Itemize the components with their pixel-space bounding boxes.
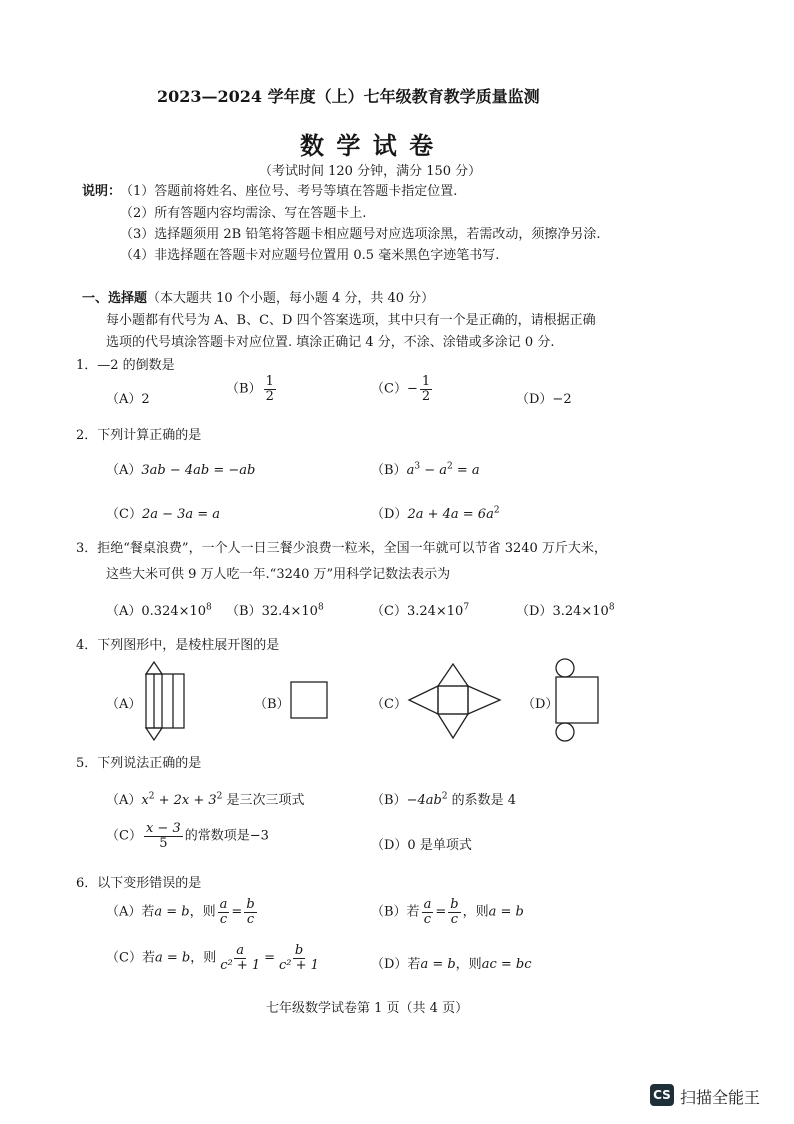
section-title: 一、选择题 — [82, 291, 148, 306]
numerator: 1 — [265, 374, 274, 389]
option-label: （D） — [516, 604, 553, 619]
q1-option-b — [226, 375, 278, 403]
exponent: 8 — [317, 602, 324, 613]
q3-stem: 3．拒绝“餐桌浪费”，一个人一日三餐少浪费一粒米，全国一年就可以节省 3240 万斤大米， — [76, 541, 607, 556]
q6-option-b: （B）若 $\frac{a}{c}$ = $\frac{b}{c}$ ，则a = b — [371, 897, 524, 927]
option-label: （C）− — [371, 381, 418, 397]
q1-option-c — [371, 375, 434, 403]
numerator: b — [450, 897, 459, 912]
q1-option-d: （D）−2 — [516, 392, 572, 407]
option-text: ，则 — [189, 904, 216, 920]
q4-option-a-label: （A） — [106, 697, 142, 712]
exponent: 2 — [216, 791, 223, 802]
q3-stem-cont: 这些大米可供 9 万人吃一年.“3240 万”用科学记数法表示为 — [106, 567, 451, 582]
expression: 2a − 3a = a — [141, 507, 221, 522]
denominator: c — [246, 911, 255, 927]
expression: a = b — [154, 950, 191, 966]
expression: a = b — [488, 904, 524, 920]
q5-option-a — [106, 789, 305, 808]
option-label: （B） — [226, 381, 262, 397]
exponent: 8 — [608, 602, 615, 613]
fraction — [218, 898, 230, 926]
section-instruction: 每小题都有代号为 A、B、C、D 四个答案选项，其中只有一个是正确的，请根据正确 — [106, 313, 596, 328]
time-info: （考试时间 120 分钟，满分 150 分） — [259, 164, 482, 179]
q5-option-d: （D）0 是单项式 — [371, 838, 472, 853]
q3-option-c — [371, 600, 469, 619]
option-label: （B） — [371, 793, 407, 808]
note-item: （4）非选择题在答题卡对应题号位置用 0.5 毫米黑色字迹笔书写. — [120, 248, 500, 263]
q2-option-c — [106, 503, 220, 522]
q4-option-b-label: （B） — [254, 697, 290, 712]
expression: = a — [452, 463, 480, 478]
fraction — [218, 944, 262, 972]
exponent: 3 — [414, 461, 421, 472]
expression: 3.24×10 — [406, 604, 464, 619]
expression: 2a + 4a = 6a — [407, 507, 494, 522]
option-label: （A） — [106, 793, 142, 808]
numerator: a — [423, 897, 432, 912]
exponent: 8 — [206, 602, 212, 613]
denominator: c² + 1 — [279, 957, 319, 973]
q1-stem: 1．—2 的倒数是 — [76, 358, 175, 373]
option-label: （D）若 — [371, 957, 421, 972]
q1-option-a: （A）2 — [106, 392, 150, 407]
option-label: （A）若 — [106, 904, 155, 920]
fraction — [144, 822, 183, 850]
expression: −4ab — [406, 793, 442, 808]
q5-option-c — [106, 822, 269, 850]
section-heading — [82, 287, 434, 306]
section-instruction: 选项的代号填涂答题卡对应位置. 填涂正确记 4 分，不涂、涂错或多涂记 0 分. — [106, 335, 555, 350]
exponent: 2 — [493, 505, 500, 516]
q3-option-d — [516, 600, 615, 619]
q6-option-d — [371, 953, 531, 972]
q5-option-b — [371, 789, 516, 808]
numerator: b — [246, 897, 255, 912]
page-footer: 七年级数学试卷第 1 页（共 4 页） — [266, 1001, 469, 1016]
fraction — [264, 375, 276, 403]
q2-option-a — [106, 459, 255, 478]
q4-option-c-label: （C） — [371, 697, 407, 712]
q6-option-a: （A）若a = b，则 $\frac{a}{c}$ = $\frac{b}{c}$ — [106, 897, 255, 927]
numerator: b — [294, 943, 304, 958]
q3-option-b — [226, 600, 324, 619]
exponent: 7 — [463, 602, 470, 613]
denominator: c — [219, 911, 228, 927]
exponent: 2 — [148, 791, 155, 802]
denominator: c — [450, 911, 459, 927]
expression: a = b — [420, 957, 456, 972]
pyramid-net-figure-c — [406, 662, 506, 742]
fraction — [448, 898, 460, 926]
q6-option-c: （C）若a = b，则 $\frac{a}{\text{c² + 1}}$ = $\frac{b}{\text{c² + 1}}$ — [106, 943, 319, 973]
exponent: 2 — [441, 791, 448, 802]
square-figure-b — [290, 681, 330, 721]
note-item: （1）答题前将姓名、座位号、考号等填在答题卡指定位置. — [120, 184, 458, 199]
expression: x — [141, 793, 149, 808]
denominator: 2 — [421, 388, 431, 404]
fraction — [420, 375, 432, 403]
exam-title: 2023—2024 学年度（上）七年级教育教学质量监测 — [157, 87, 540, 106]
subject-title: 数 学 试 卷 — [300, 131, 436, 160]
q3-option-a — [106, 600, 212, 619]
expression: 0.324×10 — [141, 604, 207, 619]
denominator: 5 — [159, 835, 168, 851]
option-text: 的常数项是−3 — [184, 828, 269, 844]
option-text: 的系数是 4 — [447, 793, 517, 808]
note-item: （3）选择题须用 2B 铅笔将答题卡相应题号对应选项涂黑，若需改动，须擦净另涂. — [120, 227, 601, 242]
expression: − a — [420, 463, 447, 478]
option-text: 是三次三项式 — [222, 793, 305, 808]
numerator: 1 — [421, 374, 431, 389]
note-item: （2）所有答题内容均需涂、写在答题卡上. — [120, 206, 367, 221]
option-label: （A） — [106, 463, 142, 478]
option-text: ，则 — [190, 950, 217, 966]
section-info: （本大题共 10 个小题，每小题 4 分，共 40 分） — [147, 291, 435, 306]
fraction — [277, 944, 321, 972]
q6-stem: 6．以下变形错误的是 — [76, 876, 202, 891]
q2-option-d — [371, 503, 500, 522]
numerator: x − 3 — [145, 821, 181, 836]
expression: ac = bc — [481, 957, 532, 972]
q4-option-d-label: （D） — [522, 697, 559, 712]
denominator: c — [423, 911, 432, 927]
scanner-logo-icon: CS — [650, 1084, 674, 1106]
expression: a = b — [154, 904, 190, 920]
option-label: （D） — [371, 507, 408, 522]
denominator: 2 — [265, 388, 274, 404]
option-label: （C）若 — [106, 950, 155, 966]
option-label: （C） — [106, 828, 142, 844]
option-text: ，则 — [455, 957, 482, 972]
expression: 3.24×10 — [552, 604, 609, 619]
cylinder-net-figure-d — [552, 657, 602, 743]
numerator: a — [219, 897, 228, 912]
prism-net-figure-a — [140, 660, 188, 742]
scanner-app-name: 扫描全能王 — [680, 1088, 761, 1107]
exponent: 2 — [446, 461, 453, 472]
option-label: （A） — [106, 604, 142, 619]
option-label: （C） — [371, 604, 407, 619]
numerator: a — [236, 943, 245, 958]
denominator: c² + 1 — [220, 957, 261, 973]
q5-stem: 5．下列说法正确的是 — [76, 756, 202, 771]
fraction — [244, 898, 256, 926]
option-label: （B） — [371, 463, 407, 478]
option-label: （B）若 — [371, 904, 420, 920]
option-text: ，则 — [462, 904, 489, 920]
expression: a — [406, 463, 415, 478]
option-label: （C） — [106, 507, 142, 522]
option-label: （B） — [226, 604, 262, 619]
expression: 32.4×10 — [261, 604, 318, 619]
expression: + 2x + 3 — [154, 793, 217, 808]
notes-label: 说明： — [82, 184, 122, 199]
q2-stem: 2．下列计算正确的是 — [76, 428, 202, 443]
fraction — [422, 898, 434, 926]
q4-stem: 4．下列图形中，是棱柱展开图的是 — [76, 638, 280, 653]
expression: 3ab − 4ab = −ab — [141, 463, 256, 478]
q2-option-b — [371, 459, 480, 478]
